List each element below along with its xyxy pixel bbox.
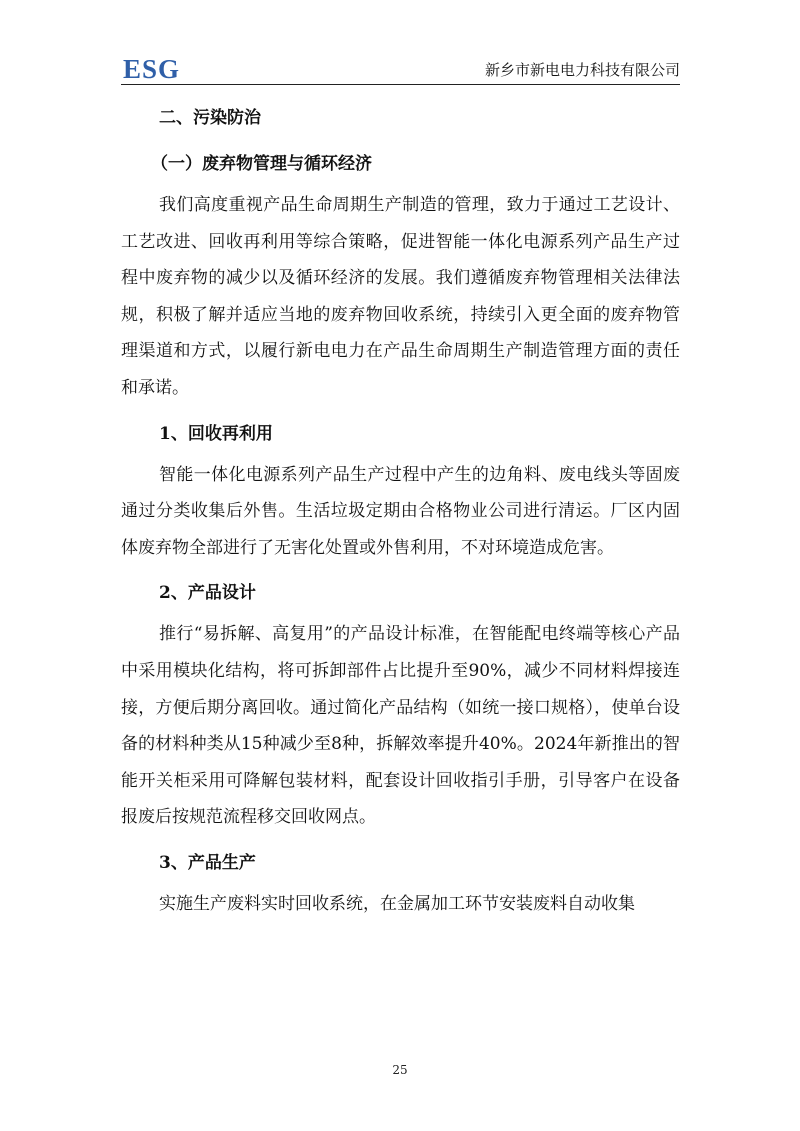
item-paragraph-recycling: 智能一体化电源系列产品生产过程中产生的边角料、废电线头等固废通过分类收集后外售。生活垃圾定期由合格物业公司进行清运。厂区内固体废弃物全部进行了无害化处置或外售利用，不对环境造成危害。 — [121, 464, 680, 558]
intro-paragraph: 我们高度重视产品生命周期生产制造的管理，致力于通过工艺设计、工艺改进、回收再利用等综合策略，促进智能一体化电源系列产品生产过程中废弃物的减少以及循环经济的发展。我们遵循废弃物管理相关法律法规，积极了解并适应当地的废弃物回收系统，持续引入更全面的废弃物管理渠道和方式，以履行新电电力在产品生命周期生产制造管理方面的责任和承诺。 — [121, 195, 680, 398]
item-paragraph-product-design: 推行“易拆解、高复用”的产品设计标准，在智能配电终端等核心产品中采用模块化结构，将可拆卸部件占比提升至90%，减少不同材料焊接连接，方便后期分离回收。通过简化产品结构（如统一接口规格），使单台设备的材料种类从15种减少至8种，拆解效率提升40%。2024年新推出的智能开关柜采用可降解包装材料，配套设计回收指引手册，引导客户在设备报废后按规范流程移交回收网点。 — [121, 624, 680, 828]
section-title: 二、污染防治 — [159, 108, 261, 128]
page-number: 25 — [392, 1063, 408, 1077]
page-header — [121, 50, 680, 85]
esg-logo: ESG — [123, 54, 181, 84]
item-heading-product-design: 2、产品设计 — [159, 583, 256, 604]
page-content — [121, 95, 680, 927]
item-heading-recycling: 1、回收再利用 — [159, 423, 273, 444]
item-paragraph-production: 实施生产废料实时回收系统，在金属加工环节安装废料自动收集 — [159, 893, 635, 914]
subsection-title: （一）废弃物管理与循环经济 — [151, 154, 372, 174]
company-name: 新乡市新电电力科技有限公司 — [484, 61, 680, 79]
item-heading-production: 3、产品生产 — [159, 852, 256, 873]
